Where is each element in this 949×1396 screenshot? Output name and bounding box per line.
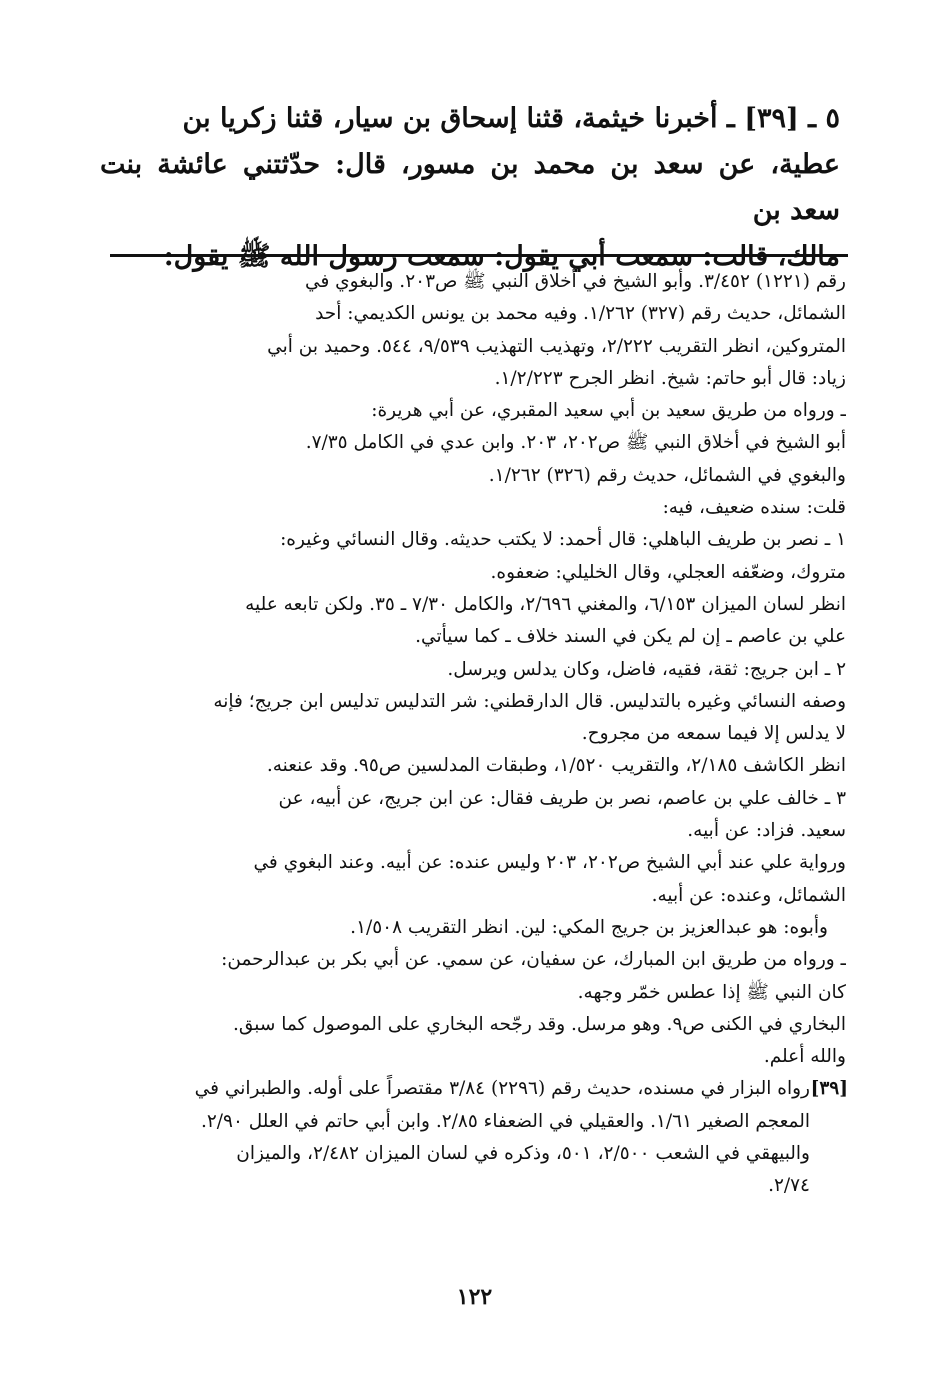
footnote-line: والبغوي في الشمائل، حديث رقم (٣٢٦) ١/٢٦٢. <box>488 464 846 486</box>
main-text-line: ٥ ـ [٣٩] ـ أخبرنا خيثمة، قثنا إسحاق بن سيار، قثنا زكريا بن <box>182 103 840 134</box>
footnote-line: انظر الكاشف ٢/١٨٥، والتقريب ١/٥٢٠، وطبقات المدلسين ص٩٥. وقد عنعنه. <box>266 755 846 777</box>
footnote-line: وأبوه: هو عبدالعزيز بن جريج المكي: لين. انظر التقريب ١/٥٠٨. <box>350 916 828 938</box>
main-text-line: مالك، قالت: سمعت أبي يقول: سمعت رسول الله ﷺ يقول: <box>163 241 840 272</box>
footnote-line: ورواية علي عند أبي الشيخ ص٢٠٢، ٢٠٣ وليس عنده: عن أبيه. وعند البغوي في <box>253 852 846 874</box>
footnote-line: قلت: سنده ضعيف، فيه: <box>662 497 846 519</box>
footnote-divider <box>110 254 848 257</box>
footnotes-section <box>104 266 846 1203</box>
footnote-line: البخاري في الكنى ص٩. وهو مرسل. وقد رجّحه البخاري على الموصول كما سبق. <box>232 1013 846 1035</box>
footnote-line: أبو الشيخ في أخلاق النبي ﷺ ص٢٠٢، ٢٠٣. وابن عدي في الكامل ٧/٣٥. <box>305 432 846 454</box>
footnote-line: كان النبي ﷺ إذا عطس خمّر وجهه. <box>577 981 846 1003</box>
footnote-marker: [٣٩] <box>810 1078 848 1100</box>
footnote-line: ٣ ـ خالف علي بن عاصم، نصر بن طريف فقال: عن ابن جريج، عن أبيه، عن <box>278 787 846 809</box>
footnote-line: ٢/٧٤. <box>768 1175 810 1197</box>
footnote-line: ـ ورواه من طريق ابن المبارك، عن سفيان، عن سمي. عن أبي بكر بن عبدالرحمن: <box>221 949 846 971</box>
footnote-line: سعيد. فزاد: عن أبيه. <box>687 820 846 842</box>
footnote-line: الشمائل، حديث رقم (٣٢٧) ١/٢٦٢. وفيه محمد بن يونس الكديمي: أحد <box>315 303 846 325</box>
page-number: ١٢٢ <box>456 1284 493 1310</box>
footnote-line: والله أعلم. <box>763 1046 846 1068</box>
footnote-line: لا يدلس إلا فيما سمعه من مجروح. <box>581 723 846 745</box>
footnote-line: وصفه النسائي وغيره بالتدليس. قال الدارقطني: شر التدليس تدليس ابن جريج؛ فإنه <box>213 690 846 712</box>
footnote-line: انظر لسان الميزان ٦/١٥٣، والمغني ٢/٦٩٦، والكامل ٧/٣٠ ـ ٣٥. ولكن تابعه عليه <box>245 593 846 615</box>
footnote-line: زياد: قال أبو حاتم: شيخ. انظر الجرح ١/٢/٢٢٣. <box>494 367 846 389</box>
footnote-line: ـ ورواه من طريق سعيد بن أبي سعيد المقبري، عن أبي هريرة: <box>371 400 846 422</box>
footnote-line: والبيهقي في الشعب ٢/٥٠٠، ٥٠١، وذكره في لسان الميزان ٢/٤٨٢، والميزان <box>236 1143 810 1165</box>
footnote-line: ٢ ـ ابن جريج: ثقة، فقيه، فاضل، وكان يدلس ويرسل. <box>447 658 846 680</box>
footnote-line: متروك، وضعّفه العجلي، وقال الخليلي: ضعفوه. <box>490 561 846 583</box>
footnote-line: علي بن عاصم ـ إن لم يكن في السند خلاف ـ كما سيأتي. <box>415 626 846 648</box>
footnote-line: المعجم الصغير ١/٦١. والعقيلي في الضعفاء ٢/٨٥. وابن أبي حاتم في العلل ٢/٩٠. <box>200 1110 810 1132</box>
footnote-line: الشمائل، وعنده: عن أبيه. <box>651 884 846 906</box>
footnote-line: رقم (١٢٢١) ٣/٤٥٢. وأبو الشيخ في أخلاق النبي ﷺ ص٢٠٣. والبغوي في <box>305 271 846 292</box>
footnote-line: رواه البزار في مسنده، حديث رقم (٢٢٩٦) ٣/٨٤ مقتصراً على أوله. والطبراني في <box>194 1078 810 1100</box>
footnote-line: ١ ـ نصر بن طريف الباهلي: قال أحمد: لا يكتب حديثه. وقال النسائي وغيره: <box>280 529 846 551</box>
hadith-main-text <box>100 96 840 280</box>
footnote-line: المتروكين، انظر التقريب ٢/٢٢٢، وتهذيب التهذيب ٩/٥٣٩، ٥٤٤. وحميد بن أبي <box>267 335 846 357</box>
main-text-line: عطية، عن سعد بن محمد بن مسور، قال: حدّثتني عائشة بنت سعد بن <box>100 149 840 226</box>
